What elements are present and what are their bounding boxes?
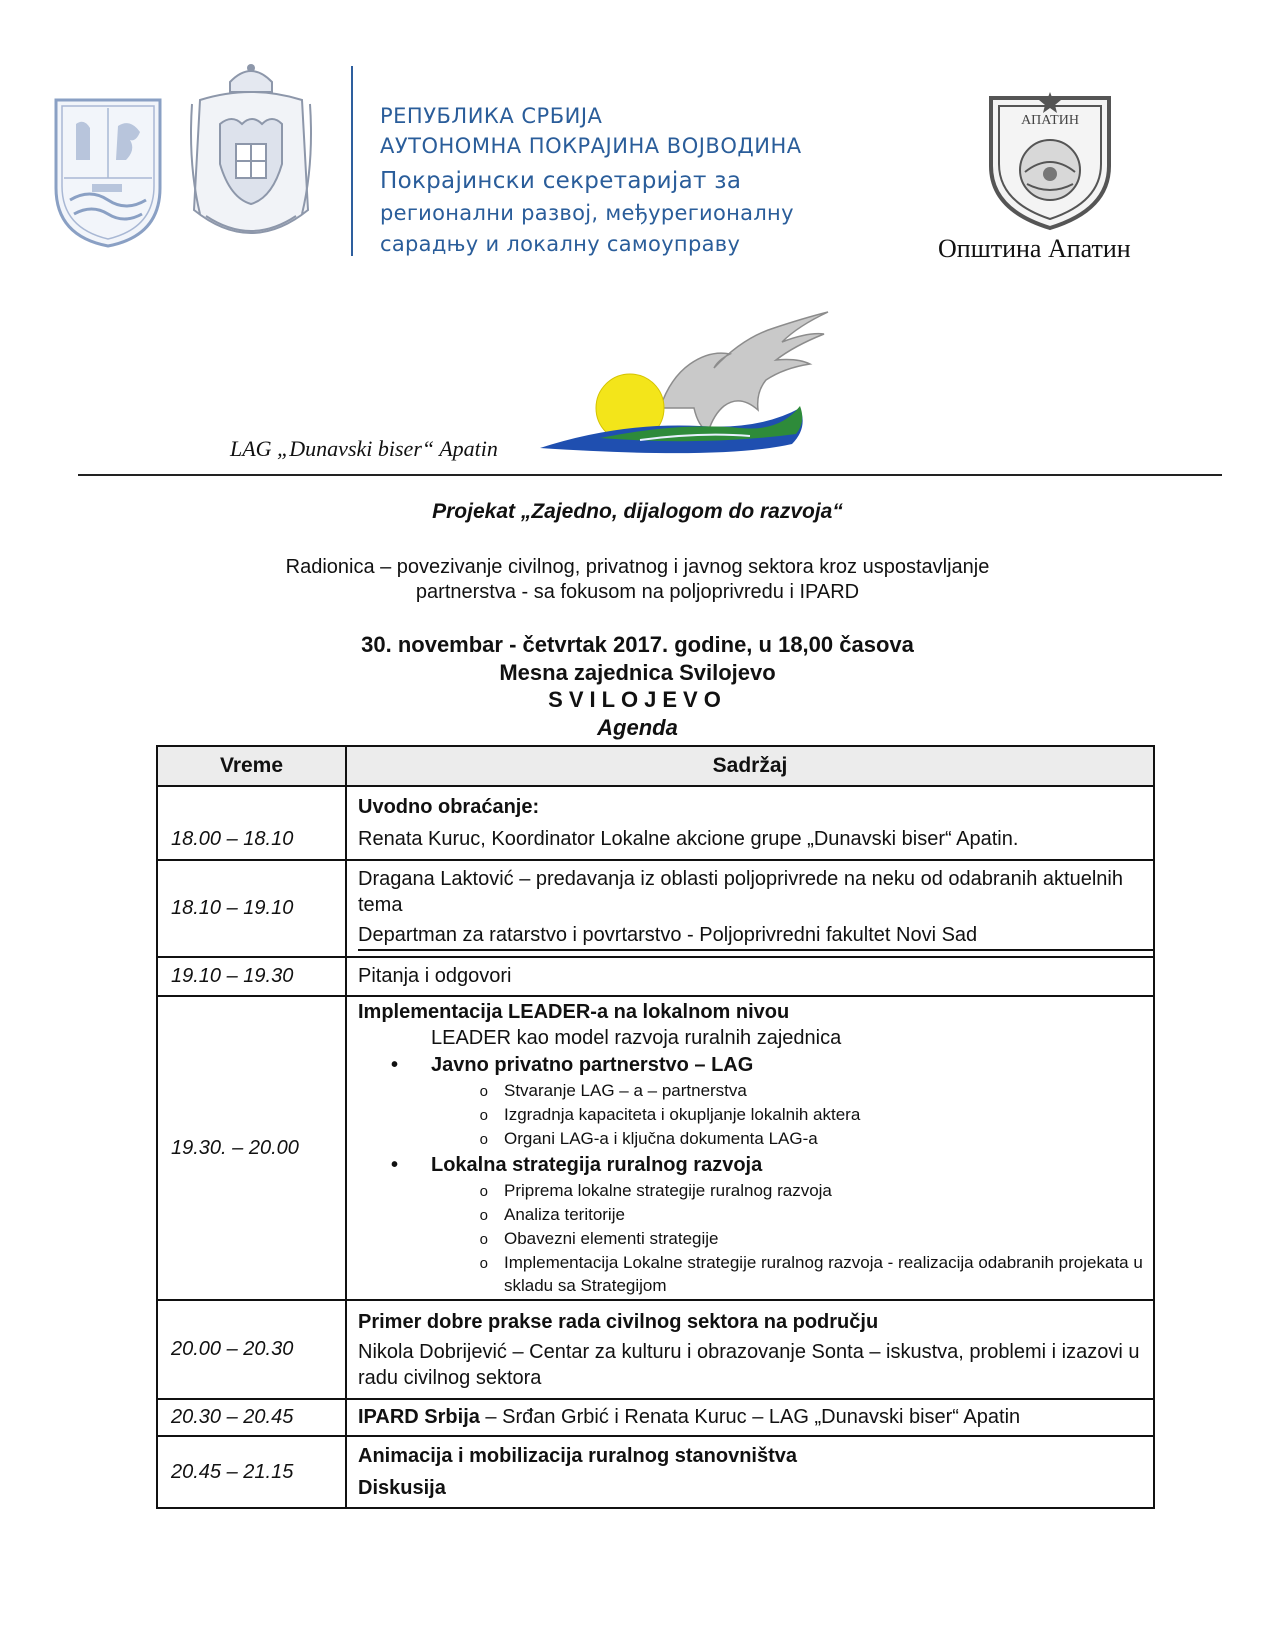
row-heading-secondary: Diskusija (358, 1477, 446, 1499)
serbia-coat-of-arms-icon (186, 60, 316, 252)
row-content (346, 1300, 1154, 1399)
row-subheading: LEADER kao model razvoja ruralnih zajednica (431, 1027, 842, 1049)
row-heading: Implementacija LEADER-a na lokalnom nivou (358, 1001, 790, 1023)
vojvodina-coat-of-arms-icon (52, 96, 164, 248)
row-text: Renata Kuruc, Koordinator Lokalne akcione grupe „Dunavski biser“ Apatin. (358, 828, 1019, 850)
table-row (157, 1300, 1154, 1399)
row-time: 20.45 – 21.15 (157, 1436, 346, 1508)
government-line-secretariat: Покрајински секретаријат за (380, 168, 742, 194)
table-row (157, 1399, 1154, 1436)
sub-item-text: Obavezni elementi strategije (504, 1229, 719, 1248)
row-time: 19.30. – 20.00 (157, 996, 346, 1300)
workshop-description-line-2: partnerstva - sa fokusom na poljoprivredu i IPARD (415, 581, 860, 603)
row-text: – Srđan Grbić i Renata Kuruc – LAG „Dunavski biser“ Apatin (479, 1406, 1021, 1428)
circle-bullet-icon: o (479, 1255, 488, 1272)
row-time: 19.10 – 19.30 (157, 957, 346, 996)
table-row (157, 996, 1154, 1300)
event-venue: Mesna zajednica Svilojevo (499, 660, 776, 685)
header-bottom-rule (78, 474, 1222, 476)
header-content: Sadržaj (346, 746, 1154, 786)
apatin-crest-text: АПАТИН (1021, 113, 1079, 128)
sub-item (358, 1103, 1143, 1127)
sub-item (358, 1079, 1143, 1103)
government-line-republic: РЕПУБЛИКА СРБИЈА (380, 104, 603, 128)
table-row (157, 1436, 1154, 1508)
row-heading: Animacija i mobilizacija ruralnog stanovništva (358, 1445, 798, 1467)
table-header-row (157, 746, 1154, 786)
sub-item (358, 1179, 1143, 1203)
event-place: SVILOJEVO (548, 687, 727, 712)
sub-item-text: Stvaranje LAG – a – partnerstva (504, 1081, 747, 1100)
row-content (346, 860, 1154, 957)
table-row (157, 786, 1154, 860)
row-content (346, 996, 1154, 1300)
row-heading: Primer dobre prakse rada civilnog sektora na području (358, 1310, 879, 1333)
lag-caption: LAG „Dunavski biser“ Apatin (230, 436, 498, 461)
row-content: Pitanja i odgovori (346, 957, 1154, 996)
sub-item-text: Analiza teritorije (504, 1205, 625, 1224)
row-text-secondary: Departman za ratarstvo i povrtarstvo - Poljoprivredni fakultet Novi Sad (358, 922, 1153, 951)
row-heading: Uvodno obraćanje: (358, 796, 540, 818)
circle-bullet-icon: o (479, 1083, 488, 1100)
bullet-item (358, 1051, 1143, 1079)
bullet-icon: • (390, 1154, 398, 1176)
government-line-department-cont: сарадњу и локалну самоуправу (380, 232, 741, 256)
table-row (157, 957, 1154, 996)
sub-item (358, 1127, 1143, 1151)
sub-item-text: Organi LAG-a i ključna dokumenta LAG-a (504, 1129, 818, 1148)
sub-item-text: Izgradnja kapaciteta i okupljanje lokalnih aktera (504, 1105, 861, 1124)
project-title: Projekat „Zajedno, dijalogom do razvoja“ (432, 500, 843, 523)
agenda-table (156, 745, 1155, 1509)
sub-item (358, 1203, 1143, 1227)
header-divider (351, 66, 353, 256)
row-time: 20.00 – 20.30 (157, 1300, 346, 1399)
row-time: 18.10 – 19.10 (157, 860, 346, 957)
circle-bullet-icon: o (479, 1107, 488, 1124)
lag-logo-icon (540, 288, 830, 464)
circle-bullet-icon: o (479, 1183, 488, 1200)
bullet-title: Javno privatno partnerstvo – LAG (431, 1054, 754, 1076)
row-time: 20.30 – 20.45 (157, 1399, 346, 1436)
event-date: 30. novembar - četvrtak 2017. godine, u 18,00 časova (361, 632, 914, 657)
row-content (346, 786, 1154, 860)
government-line-department: регионални развој, међурегионалну (380, 201, 794, 225)
sub-item (358, 1251, 1143, 1297)
government-line-province: АУТОНОМНА ПОКРАЈИНА ВОЈВОДИНА (380, 134, 802, 158)
bullet-item (358, 1151, 1143, 1179)
row-time: 18.00 – 18.10 (157, 786, 346, 860)
bullet-icon: • (390, 1054, 398, 1076)
agenda-title: Agenda (597, 715, 678, 740)
sub-item-text: Priprema lokalne strategije ruralnog razvoja (504, 1181, 832, 1200)
circle-bullet-icon: o (479, 1207, 488, 1224)
header-time: Vreme (157, 746, 346, 786)
row-content (346, 1436, 1154, 1508)
circle-bullet-icon: o (479, 1131, 488, 1148)
sub-item (358, 1227, 1143, 1251)
row-text: Nikola Dobrijević – Centar za kulturu i obrazovanje Sonta – iskustva, problemi i izazovi u radu civilnog sektora (358, 1340, 1140, 1389)
sub-item-text: Implementacija Lokalne strategije ruralnog razvoja - realizacija odabranih projekata u skladu sa Strategijom (504, 1253, 1143, 1295)
row-text: Dragana Laktović – predavanja iz oblasti poljoprivrede na neku od odabranih aktuelnih tema (358, 868, 1123, 916)
apatin-coat-of-arms-icon (985, 92, 1115, 232)
row-heading: IPARD Srbija (358, 1406, 480, 1428)
municipality-name: Општина Апатин (938, 234, 1131, 263)
workshop-description-line-1: Radionica – povezivanje civilnog, privatnog i javnog sektora kroz uspostavljanje (285, 556, 990, 578)
table-row (157, 860, 1154, 957)
row-content (346, 1399, 1154, 1436)
circle-bullet-icon: o (479, 1231, 488, 1248)
bullet-title: Lokalna strategija ruralnog razvoja (431, 1154, 763, 1176)
